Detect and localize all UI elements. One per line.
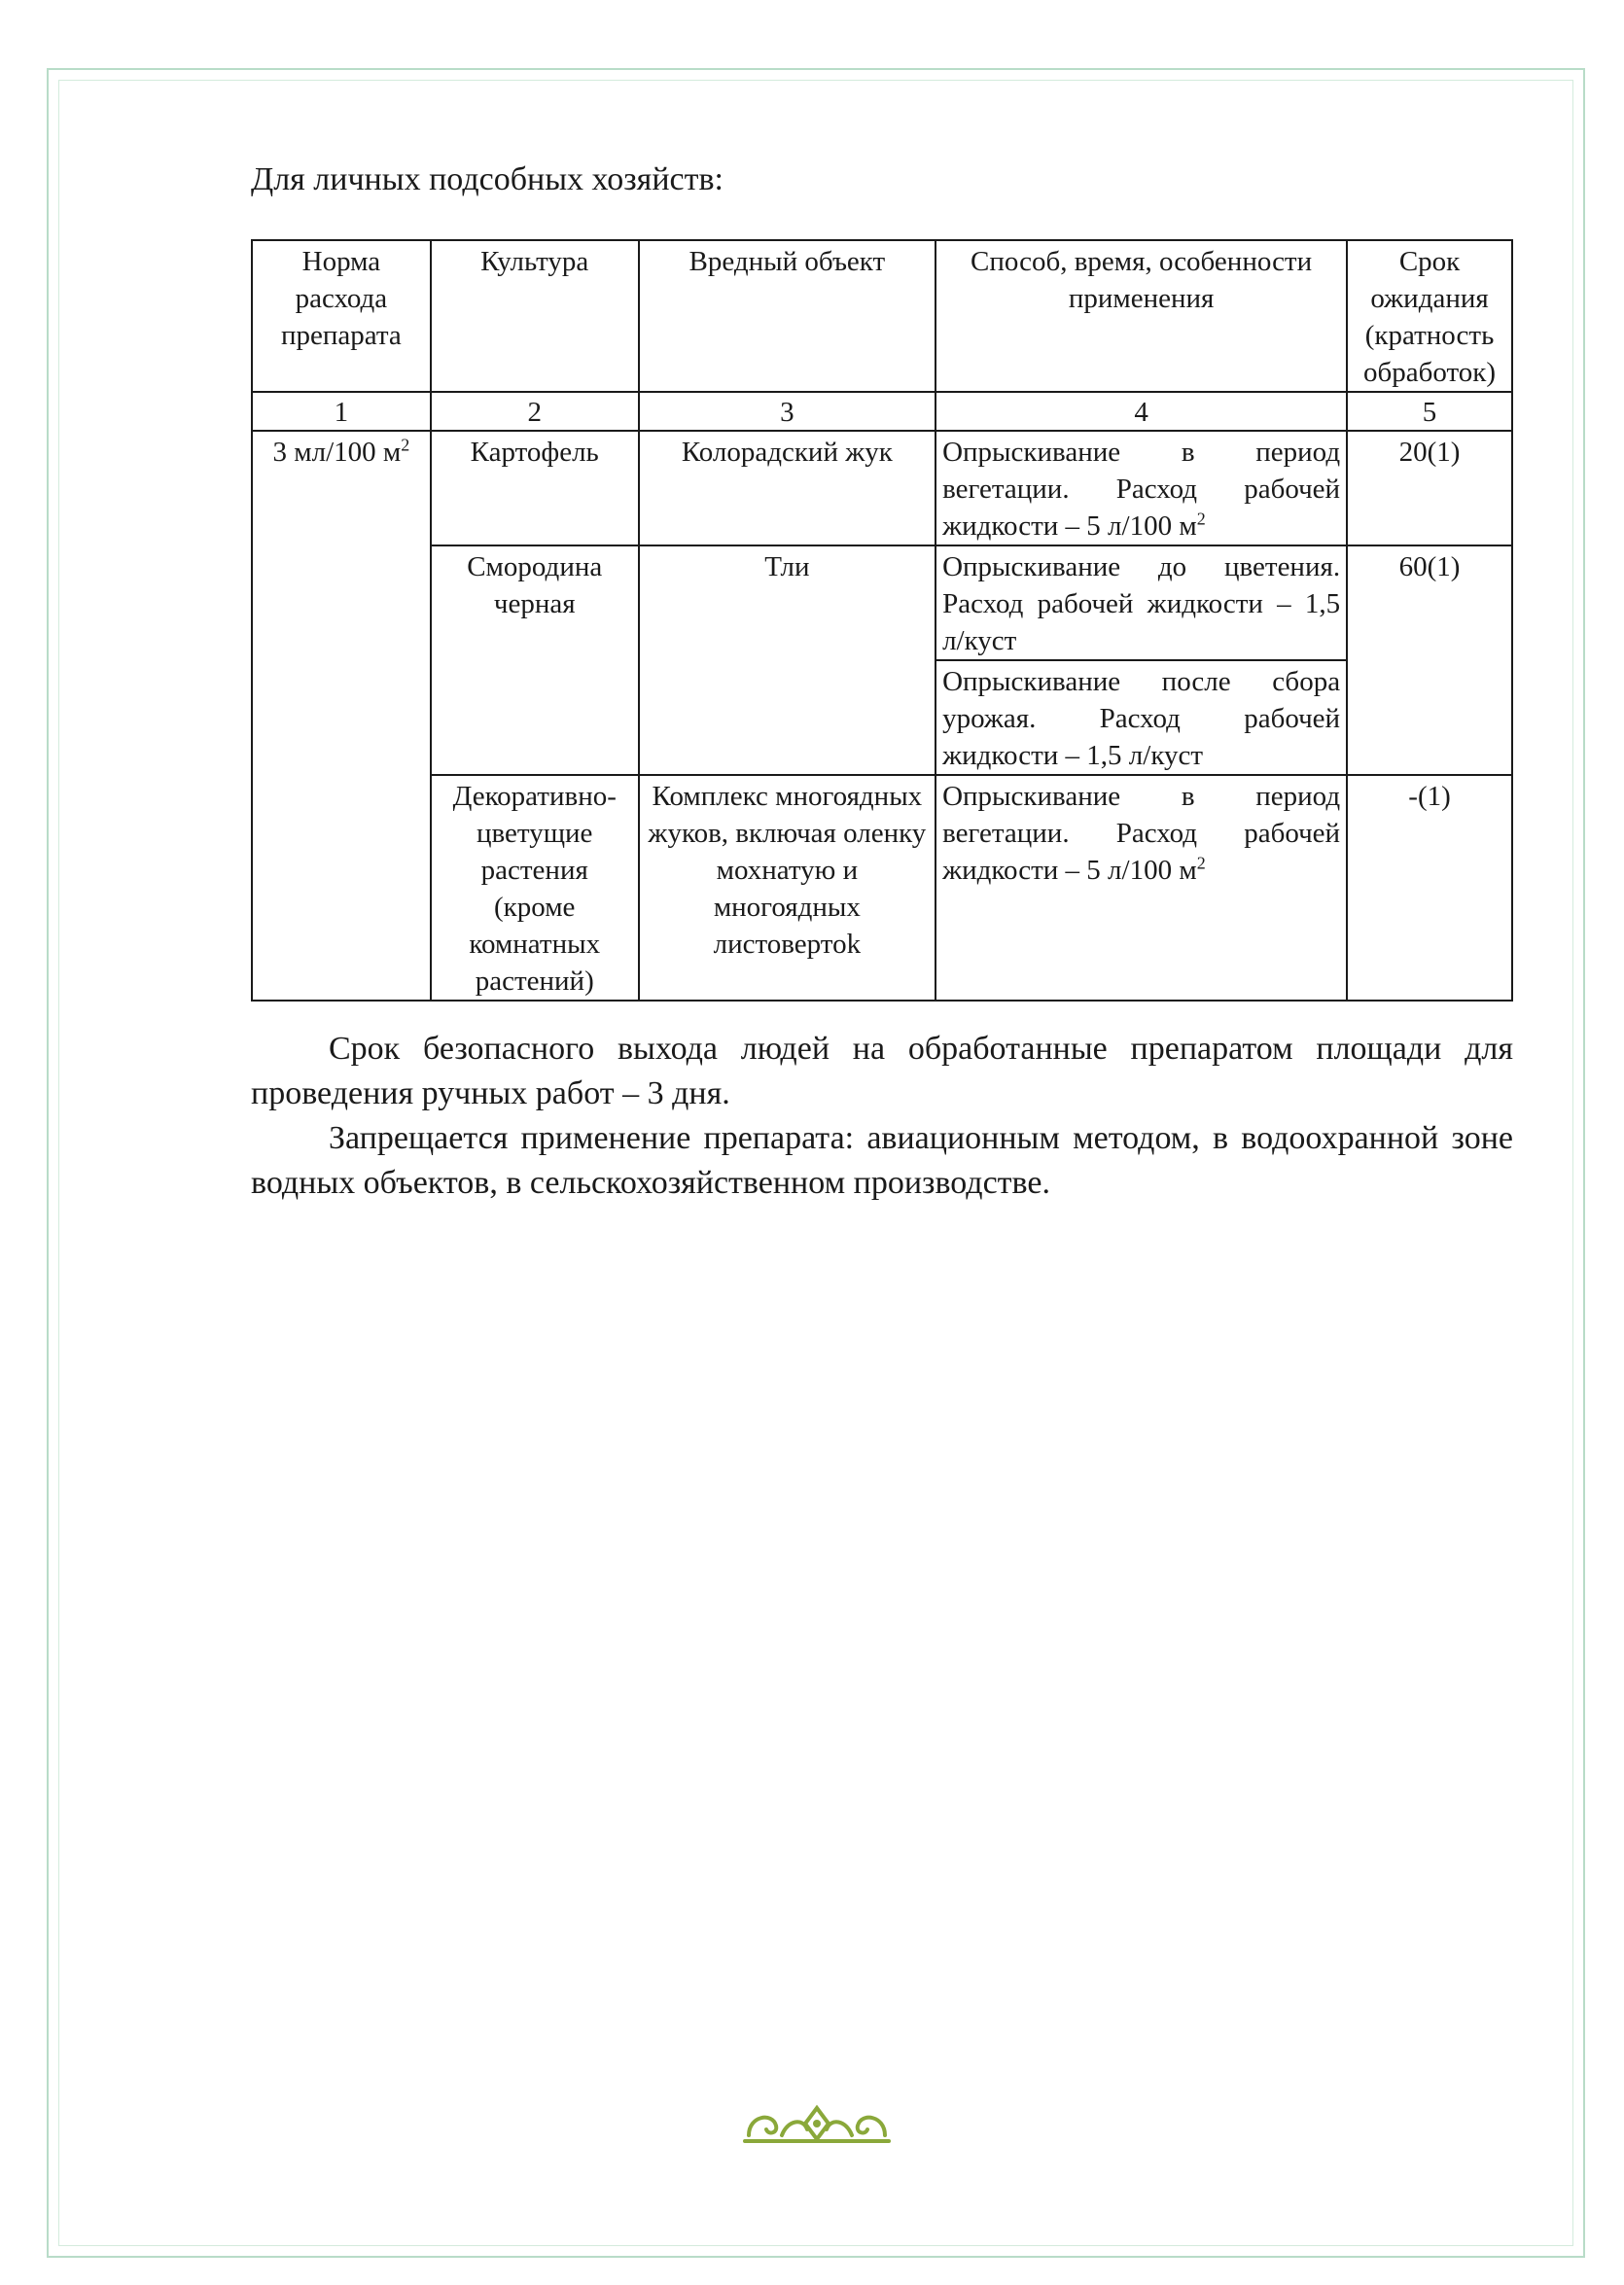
rate-cell — [252, 431, 431, 1001]
column-number: 4 — [936, 392, 1347, 431]
wait-cell: 60(1) — [1347, 545, 1512, 775]
pest-cell: Колорадский жук — [639, 431, 936, 545]
safety-paragraph: Срок безопасного выхода людей на обработанные препаратом площади для проведения ручных работ – 3 дня. — [251, 1031, 1513, 1111]
method-sup: 2 — [1196, 853, 1206, 873]
method-cell — [936, 431, 1347, 545]
method-cell — [936, 775, 1347, 1001]
wait-cell: -(1) — [1347, 775, 1512, 1001]
pest-cell: Комплекс многоядных жуков, включая оленку мохнатую и многоядных листовертоk — [639, 775, 936, 1001]
method-sup: 2 — [1196, 509, 1206, 529]
table-header-row — [252, 240, 1512, 392]
ornament-icon — [739, 2100, 895, 2147]
header-wait: Срок ожидания (кратность обработок) — [1347, 240, 1512, 392]
header-method: Способ, время, особенности применения — [936, 240, 1347, 392]
rate-value: 3 мл/100 м — [272, 437, 402, 468]
culture-cell: Смородина черная — [431, 545, 639, 775]
column-number: 2 — [431, 392, 639, 431]
method-cell: Опрыскивание до цветения. Расход рабочей жидкости – 1,5 л/куст — [936, 545, 1347, 660]
culture-cell: Декоративно-цветущие растения (кроме комнатных растений) — [431, 775, 639, 1001]
header-culture: Культура — [431, 240, 639, 392]
method-cell: Опрыскивание после сбора урожая. Расход рабочей жидкости – 1,5 л/куст — [936, 660, 1347, 775]
column-number: 5 — [1347, 392, 1512, 431]
column-number: 3 — [639, 392, 936, 431]
table-row-ornamental — [252, 775, 1512, 1001]
culture-cell: Картофель — [431, 431, 639, 545]
pest-cell: Тли — [639, 545, 936, 775]
wait-cell: 20(1) — [1347, 431, 1512, 545]
method-text: Опрыскивание в период вегетации. Расход рабочей жидкости – 5 л/100 м — [942, 781, 1341, 886]
header-rate: Норма расхода препарата — [252, 240, 431, 392]
section-heading: Для личных подсобных хозяйств: — [251, 161, 724, 197]
column-number: 1 — [252, 392, 431, 431]
header-pest: Вредный объект — [639, 240, 936, 392]
rate-sup: 2 — [401, 435, 410, 455]
restriction-paragraph: Запрещается применение препарата: авиационным методом, в водоохранной зоне водных объектов, в сельскохозяйственном производстве. — [251, 1120, 1513, 1201]
usage-table — [251, 239, 1513, 1002]
table-row-currant — [252, 545, 1512, 660]
table-row-potato — [252, 431, 1512, 545]
column-number-row — [252, 392, 1512, 431]
method-text: Опрыскивание в период вегетации. Расход рабочей жидкости – 5 л/100 м — [942, 437, 1341, 542]
